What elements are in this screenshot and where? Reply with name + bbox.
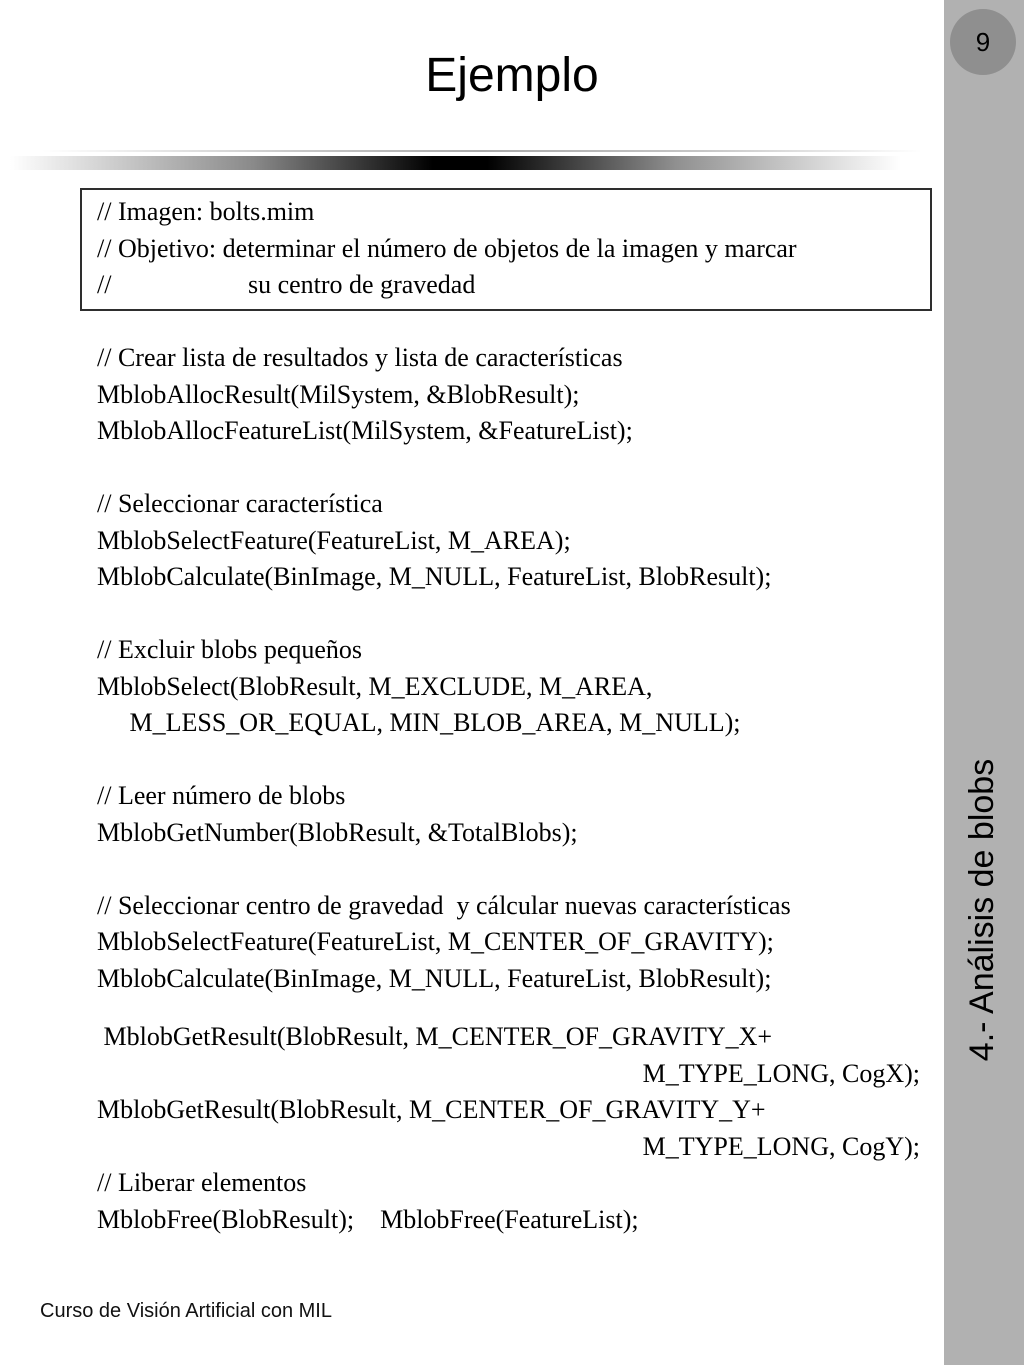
code-line: // Seleccionar centro de gravedad y cálcular nuevas características <box>97 890 791 920</box>
code-line: M_TYPE_LONG, CogX); <box>642 1058 920 1088</box>
comment-line: // Imagen: bolts.mim <box>97 197 315 226</box>
code-line: // Liberar elementos <box>97 1168 307 1197</box>
code-line: // Seleccionar característica <box>97 489 383 518</box>
sidebar <box>944 0 1024 1365</box>
code-line: // Excluir blobs pequeños <box>97 635 363 664</box>
code-line: M_LESS_OR_EQUAL, MIN_BLOB_AREA, M_NULL); <box>97 708 741 737</box>
divider-hairline <box>42 150 922 152</box>
code-line: MblobCalculate(BinImage, M_NULL, FeatureList, BlobResult); <box>97 963 772 993</box>
code-line: MblobAllocResult(MilSystem, &BlobResult); <box>97 379 580 409</box>
code-line: MblobGetNumber(BlobResult, &TotalBlobs); <box>97 817 578 847</box>
code-line <box>97 851 920 888</box>
code-line: MblobSelectFeature(FeatureList, M_AREA); <box>97 525 571 555</box>
comment-line: // su centro de gravedad <box>97 270 476 299</box>
code-line <box>97 450 920 487</box>
code-line: // Leer número de blobs <box>97 781 346 810</box>
code-line: MblobFree(BlobResult); MblobFree(FeatureList); <box>97 1204 639 1234</box>
comment-box <box>80 188 932 311</box>
footer-text: Curso de Visión Artificial con MIL <box>40 1300 332 1322</box>
slide-title: Ejemplo <box>425 49 599 102</box>
code-line: MblobGetResult(BlobResult, M_CENTER_OF_GRAVITY_X+ <box>97 1022 773 1051</box>
code-line: MblobGetResult(BlobResult, M_CENTER_OF_GRAVITY_Y+ <box>97 1095 766 1124</box>
code-line: MblobAllocFeatureList(MilSystem, &FeatureList); <box>97 416 633 445</box>
comment-line: // Objetivo: determinar el número de objetos de la imagen y marcar <box>97 233 797 263</box>
code-block <box>97 340 920 1238</box>
code-line: MblobSelect(BlobResult, M_EXCLUDE, M_AREA, <box>97 671 653 701</box>
divider-gradient-bar <box>10 156 910 170</box>
code-line <box>97 742 920 779</box>
code-line: // Crear lista de resultados y lista de características <box>97 343 623 372</box>
code-line <box>97 596 920 633</box>
code-line: MblobSelectFeature(FeatureList, M_CENTER_OF_GRAVITY); <box>97 927 774 956</box>
page-number: 9 <box>975 27 991 57</box>
code-line: MblobCalculate(BinImage, M_NULL, FeatureList, BlobResult); <box>97 562 772 591</box>
code-line: M_TYPE_LONG, CogY); <box>642 1131 920 1161</box>
page-number-circle <box>950 9 1016 75</box>
section-label-vertical: 4.- Análisis de blobs <box>963 758 1001 1062</box>
code-line <box>97 997 920 1019</box>
